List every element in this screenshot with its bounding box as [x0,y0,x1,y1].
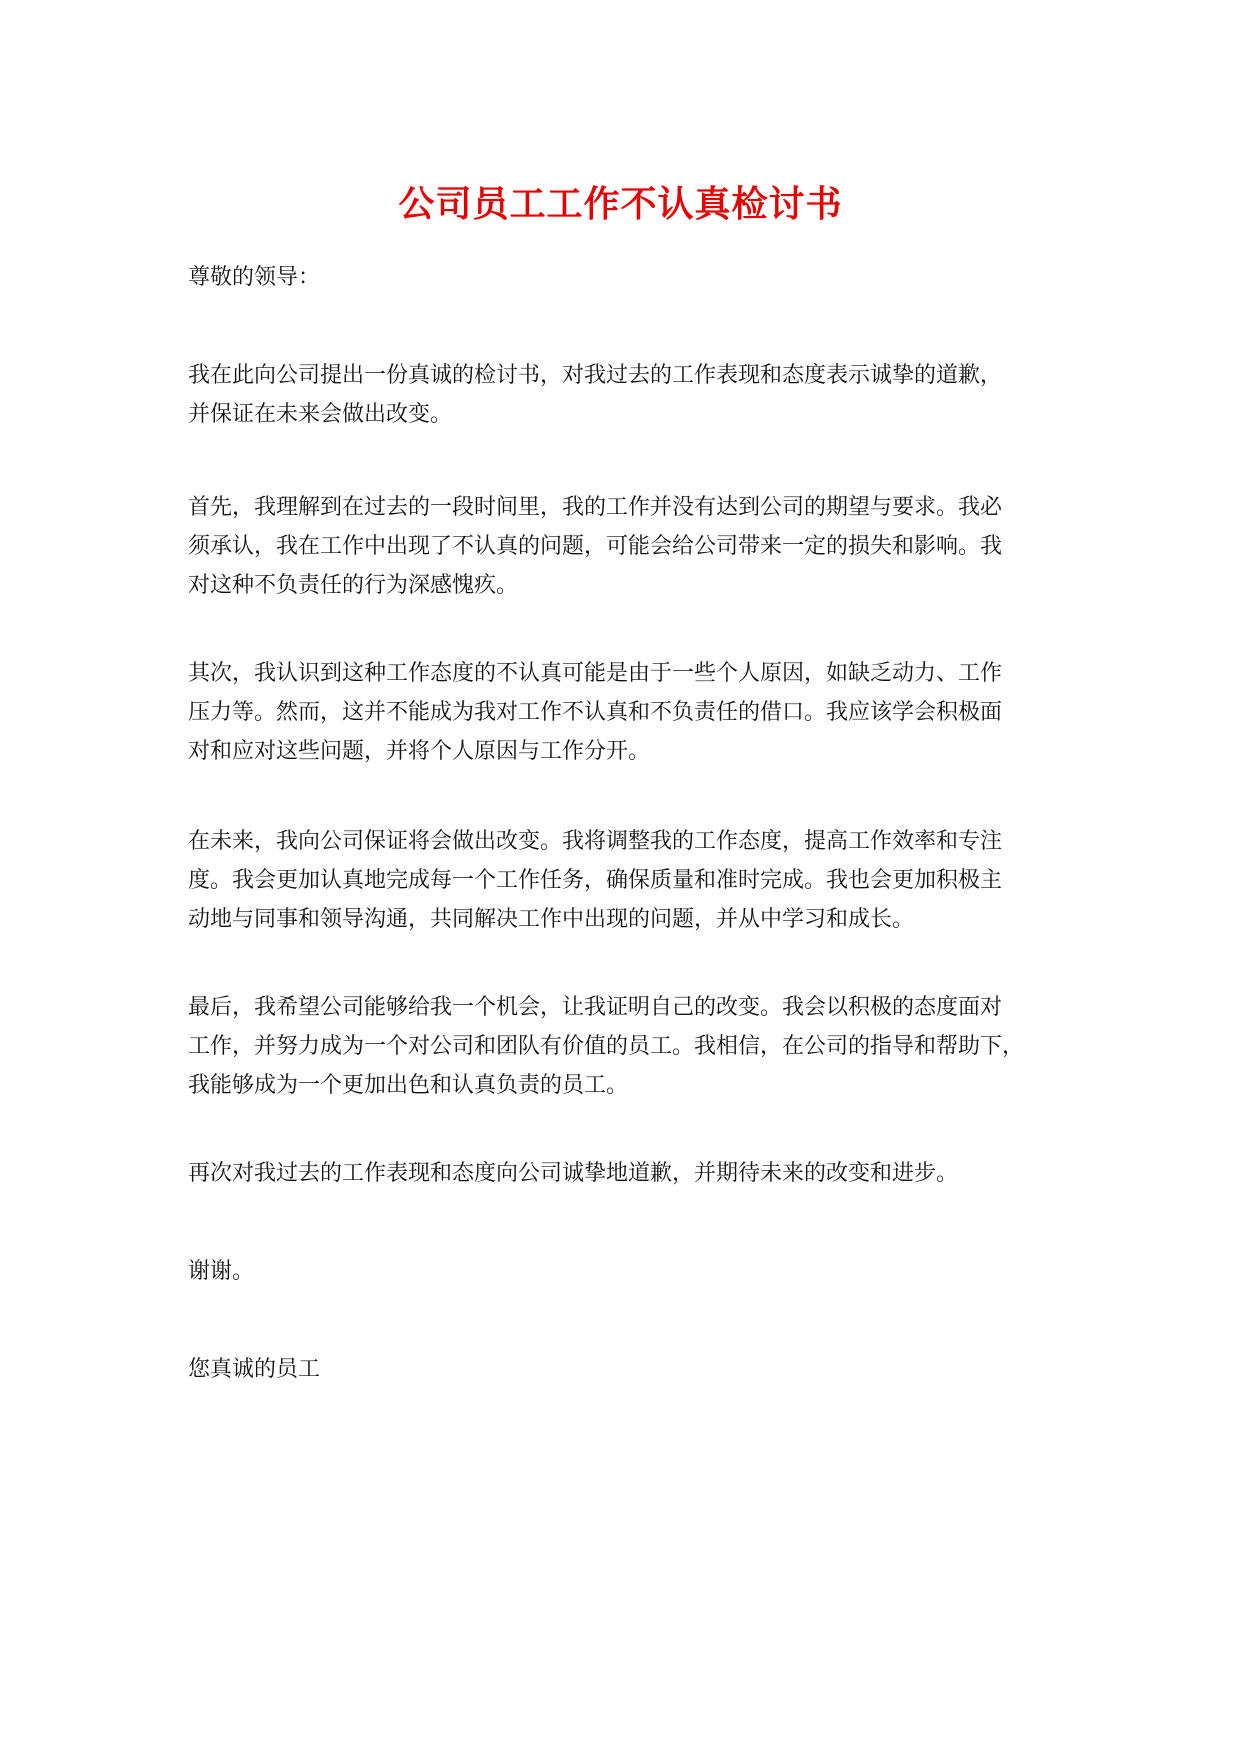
paragraph-line: 压力等。然而，这并不能成为我对工作不认真和不负责任的借口。我应该学会积极面 [188,700,1003,725]
paragraph-2 [188,488,1068,605]
paragraph-line: 我能够成为一个更加出色和认真负责的员工。 [188,1073,629,1098]
paragraph-line: 并保证在未来会做出改变。 [188,402,453,427]
closing: 谢谢。 [188,1259,255,1284]
paragraph-line: 度。我会更加认真地完成每一个工作任务，确保质量和准时完成。我也会更加积极主 [188,868,1003,893]
paragraph-1 [188,356,1068,434]
paragraph-line: 首先，我理解到在过去的一段时间里，我的工作并没有达到公司的期望与要求。我必 [188,495,1003,520]
paragraph-5 [188,988,1068,1105]
paragraph-6 [188,1154,1068,1193]
paragraph-line: 须承认，我在工作中出现了不认真的问题，可能会给公司带来一定的损失和影响。我 [188,534,1003,559]
paragraph-line: 最后，我希望公司能够给我一个机会，让我证明自己的改变。我会以积极的态度面对 [188,995,1003,1020]
paragraph-line: 在未来，我向公司保证将会做出改变。我将调整我的工作态度，提高工作效率和专注 [188,829,1003,854]
paragraph-line: 再次对我过去的工作表现和态度向公司诚挚地道歉，并期待未来的改变和进步。 [188,1161,959,1186]
signature: 您真诚的员工 [188,1357,321,1382]
document-title: 公司员工工作不认真检讨书 [398,184,843,225]
paragraph-4 [188,822,1068,939]
paragraph-line: 对和应对这些问题，并将个人原因与工作分开。 [188,739,651,764]
paragraph-line: 动地与同事和领导沟通，共同解决工作中出现的问题，并从中学习和成长。 [188,907,915,932]
paragraph-3 [188,654,1068,771]
paragraph-line: 工作，并努力成为一个对公司和团队有价值的员工。我相信，在公司的指导和帮助下， [188,1034,1025,1059]
paragraph-line: 我在此向公司提出一份真诚的检讨书，对我过去的工作表现和态度表示诚挚的道歉， [188,363,1003,388]
paragraph-line: 其次，我认识到这种工作态度的不认真可能是由于一些个人原因，如缺乏动力、工作 [188,661,1003,686]
salutation: 尊敬的领导： [188,265,321,290]
paragraph-line: 对这种不负责任的行为深感愧疚。 [188,573,519,598]
